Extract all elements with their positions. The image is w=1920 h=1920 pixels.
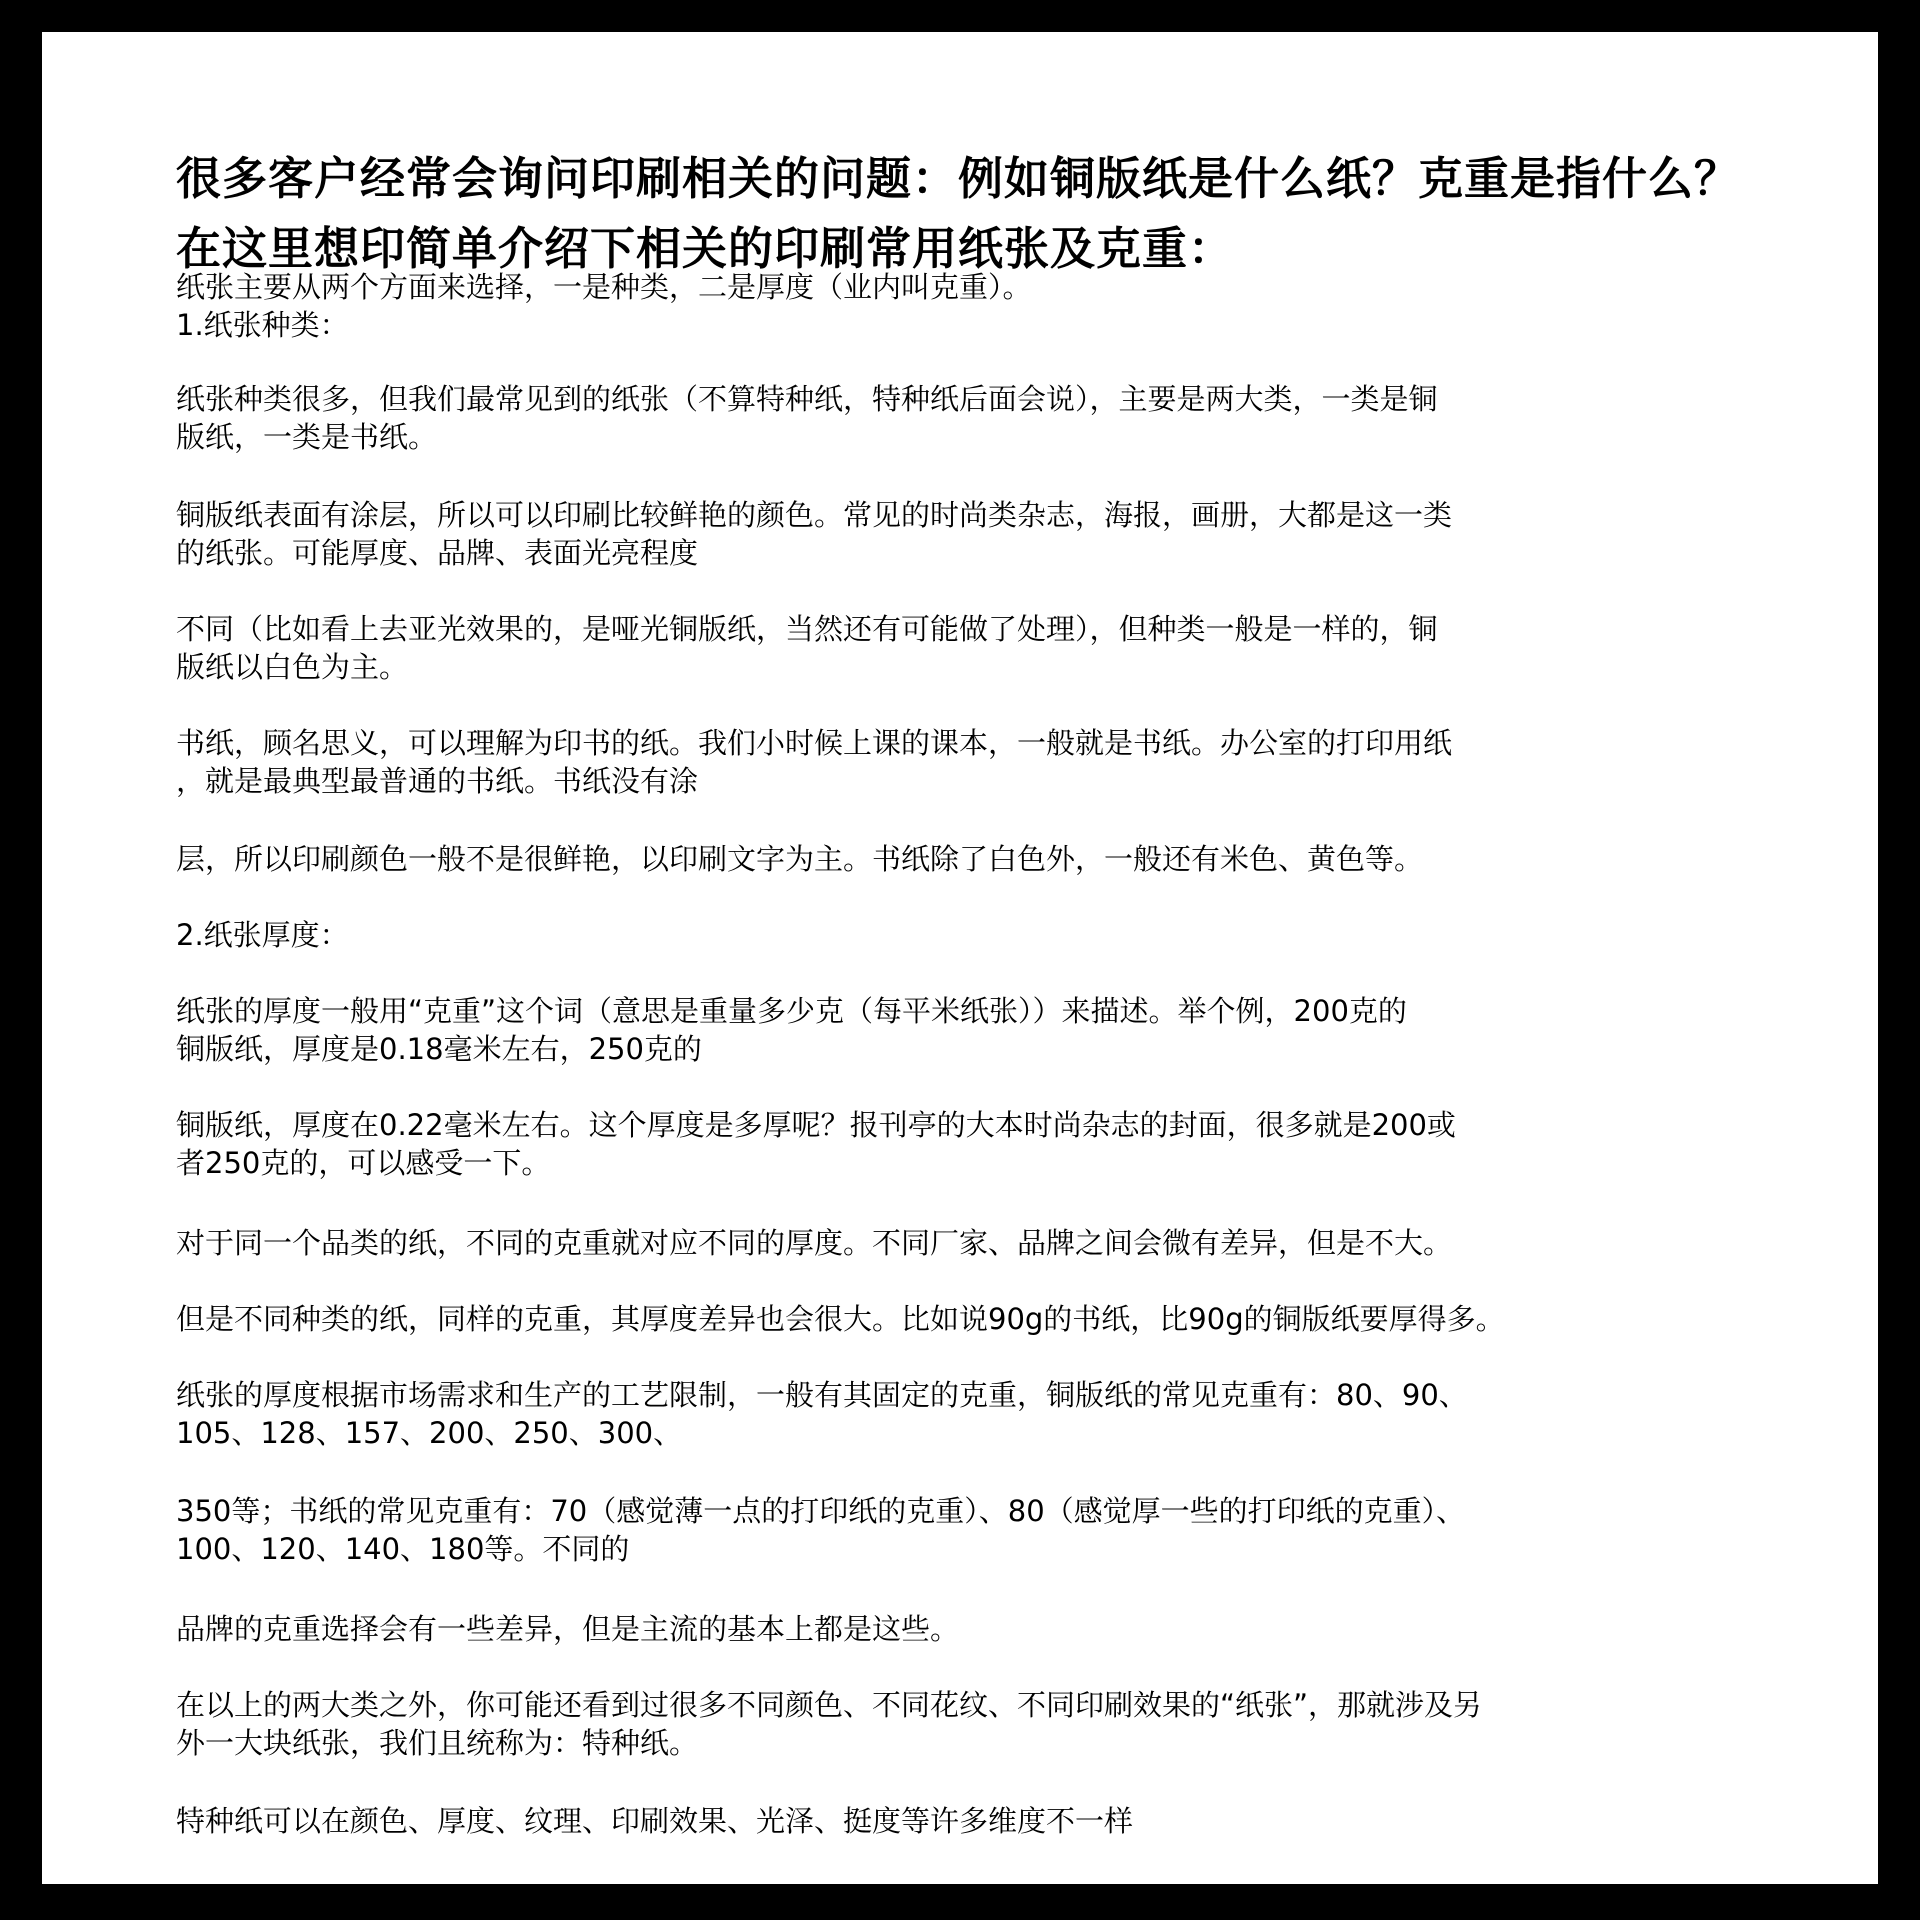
paragraph [176,268,1816,344]
heading-line: 在这里想印简单介绍下相关的印刷常用纸张及克重： [176,222,1235,275]
paragraph-line: 纸张主要从两个方面来选择，一是种类，二是厚度（业内叫克重）。 [176,270,1032,304]
paragraph [176,610,1816,686]
paragraph-line: 纸张的厚度根据市场需求和生产的工艺限制，一般有其固定的克重，铜版纸的常见克重有：80、90、 [176,1378,1468,1412]
paragraph-line: 版纸以白色为主。 [176,650,409,684]
document-page [42,32,1878,1884]
paragraph-line: 品牌的克重选择会有一些差异，但是主流的基本上都是这些。 [176,1612,960,1646]
paragraph [176,724,1816,800]
paragraph-line: 层，所以印刷颜色一般不是很鲜艳，以印刷文字为主。书纸除了白色外，一般还有米色、黄色等。 [176,842,1424,876]
paragraph [176,840,1816,878]
paragraph [176,1802,1816,1840]
paragraph-line: 铜版纸，厚度在0.22毫米左右。这个厚度是多厚呢？报刊亭的大本时尚杂志的封面，很多就是200或 [176,1108,1456,1142]
paragraph-line: 350等；书纸的常见克重有：70（感觉薄一点的打印纸的克重）、80（感觉厚一些的打印纸的克重）、 [176,1494,1466,1528]
paragraph [176,1686,1816,1762]
document-heading [176,144,1796,284]
paragraph-line: 纸张的厚度一般用“克重”这个词（意思是重量多少克（每平米纸张））来描述。举个例，200克的 [176,994,1407,1028]
paragraph-line: 105、128、157、200、250、300、 [176,1416,683,1450]
paragraph [176,1300,1816,1338]
heading-line: 很多客户经常会询问印刷相关的问题：例如铜版纸是什么纸？克重是指什么？ [176,152,1741,205]
paragraph-line: 的纸张。可能厚度、品牌、表面光亮程度 [176,536,699,570]
paragraph-line: 铜版纸，厚度是0.18毫米左右，250克的 [176,1032,702,1066]
paragraph-line: 者250克的，可以感受一下。 [176,1146,551,1180]
paragraph-line: 但是不同种类的纸，同样的克重，其厚度差异也会很大。比如说90g的书纸，比90g的铜版纸要厚得多。 [176,1302,1505,1336]
paragraph [176,1224,1816,1262]
section-heading [176,916,1816,954]
paragraph-line: 外一大块纸张，我们且统称为：特种纸。 [176,1726,699,1760]
paragraph-line: 对于同一个品类的纸，不同的克重就对应不同的厚度。不同厂家、品牌之间会微有差异，但是不大。 [176,1226,1453,1260]
paragraph-line: 在以上的两大类之外，你可能还看到过很多不同颜色、不同花纹、不同印刷效果的“纸张”，那就涉及另 [176,1688,1483,1722]
paragraph [176,1492,1816,1568]
paragraph-line: 2.纸张厚度： [176,918,349,952]
paragraph-line: 特种纸可以在颜色、厚度、纹理、印刷效果、光泽、挺度等许多维度不一样 [176,1804,1134,1838]
paragraph-line: 1.纸张种类： [176,308,349,342]
paragraph [176,992,1816,1068]
paragraph-line: 铜版纸表面有涂层，所以可以印刷比较鲜艳的颜色。常见的时尚类杂志，海报，画册，大都是这一类 [176,498,1453,532]
paragraph [176,1376,1816,1452]
paragraph-line: 纸张种类很多，但我们最常见到的纸张（不算特种纸，特种纸后面会说），主要是两大类，一类是铜 [176,382,1438,416]
paragraph [176,1610,1816,1648]
paragraph-line: 不同（比如看上去亚光效果的，是哑光铜版纸，当然还有可能做了处理），但种类一般是一样的，铜 [176,612,1438,646]
paragraph-line: 书纸，顾名思义，可以理解为印书的纸。我们小时候上课的课本，一般就是书纸。办公室的打印用纸 [176,726,1453,760]
paragraph-line: 版纸，一类是书纸。 [176,420,438,454]
paragraph-line: ，就是最典型最普通的书纸。书纸没有涂 [176,764,699,798]
paragraph [176,496,1816,572]
paragraph [176,1106,1816,1182]
paragraph [176,380,1816,456]
paragraph-line: 100、120、140、180等。不同的 [176,1532,630,1566]
